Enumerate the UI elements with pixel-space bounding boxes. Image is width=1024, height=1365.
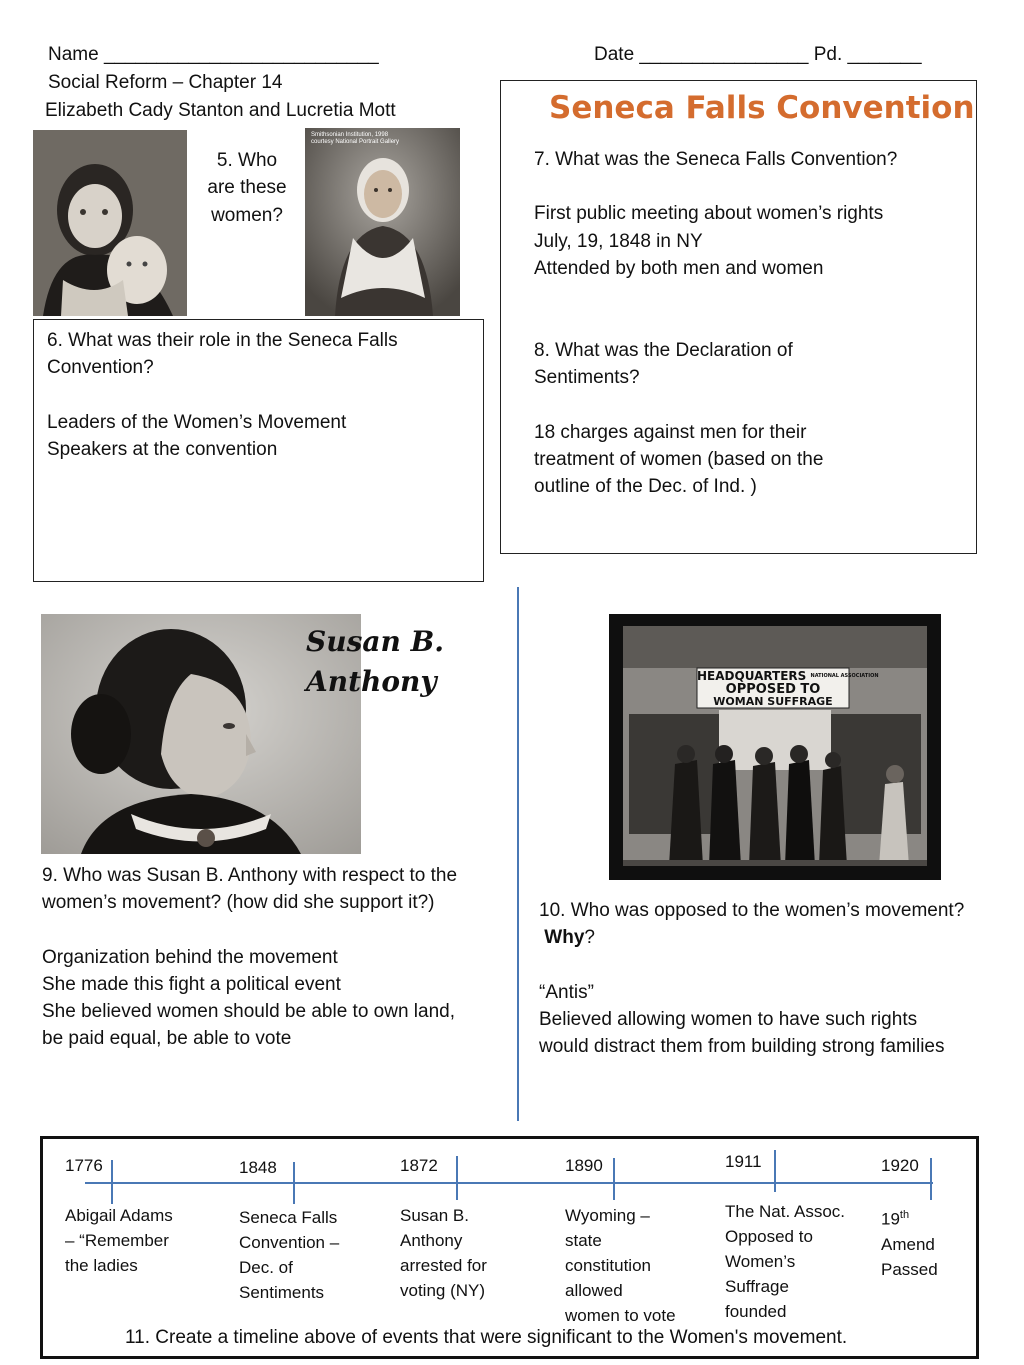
question-7: [534, 146, 897, 282]
timeline-year-1920: 1920: [881, 1156, 919, 1175]
answer-10-line: would distract them from building strong families: [539, 1036, 945, 1058]
timeline-event-line: Women’s: [725, 1252, 796, 1271]
timeline-event-1890: [565, 1203, 676, 1328]
question-8-line: 8. What was the Declaration of: [534, 340, 793, 361]
timeline-year-1848: 1848: [239, 1158, 277, 1177]
timeline-event-line: founded: [725, 1302, 787, 1321]
answer-6-line: Speakers at the convention: [47, 438, 278, 460]
answer-9-line: She made this fight a political event: [42, 973, 341, 995]
question-8: [534, 337, 823, 500]
timeline-tick: [930, 1158, 932, 1200]
timeline-tick: [774, 1150, 776, 1192]
answer-9-line: be paid equal, be able to vote: [42, 1028, 292, 1050]
timeline-event-line: the ladies: [65, 1256, 138, 1275]
timeline-tick: [293, 1162, 295, 1204]
timeline-event-1911: [725, 1199, 845, 1324]
timeline-tick: [111, 1160, 113, 1204]
section-subtitle: Elizabeth Cady Stanton and Lucretia Mott: [45, 100, 396, 121]
timeline-axis: [85, 1182, 933, 1184]
timeline-event-line: Wyoming –: [565, 1206, 650, 1225]
timeline-event-line: women to vote: [565, 1306, 676, 1325]
question-6-line: Convention?: [47, 357, 154, 379]
anthony-name-title: [306, 622, 444, 702]
question-5-line: women?: [211, 204, 283, 226]
question-6-line: 6. What was their role in the Seneca Falls: [47, 330, 398, 351]
stanton-portrait-photo: [33, 130, 187, 316]
portrait-credit-line: courtesy National Portrait Gallery: [311, 139, 400, 145]
timeline-event-line: state: [565, 1231, 602, 1250]
timeline-event-line: Dec. of: [239, 1258, 293, 1277]
seneca-falls-title: Seneca Falls Convention: [549, 90, 975, 126]
timeline-event-line: 19: [881, 1209, 900, 1229]
timeline-event-1920: [881, 1203, 938, 1282]
sign-association-text: NATIONAL ASSOCIATION: [810, 673, 879, 679]
timeline-event-line: arrested for: [400, 1256, 487, 1275]
timeline-event-1776: [65, 1203, 173, 1278]
anthony-name-line: Anthony: [306, 665, 437, 698]
timeline-event-line: – “Remember: [65, 1231, 169, 1250]
question-7-line: 7. What was the Seneca Falls Convention?: [534, 149, 898, 170]
question-9-line: women’s movement? (how did she support it?): [42, 892, 435, 914]
question-10-mark: ?: [584, 927, 595, 949]
timeline-event-line: voting (NY): [400, 1281, 486, 1300]
answer-7-line: July, 19, 1848 in NY: [534, 230, 703, 252]
mott-portrait-illustration: [305, 128, 460, 316]
timeline-superscript: th: [899, 1209, 910, 1221]
question-10-why: Why: [544, 927, 585, 949]
sign-suffrage-text: WOMAN SUFFRAGE: [713, 695, 833, 708]
anti-suffrage-illustration: [609, 614, 941, 880]
portrait-credit: [311, 132, 399, 146]
question-9-line: 9. Who was Susan B. Anthony with respect to the: [42, 865, 458, 886]
timeline-event-line: Seneca Falls: [239, 1208, 338, 1227]
question-6: [47, 327, 398, 463]
portrait-credit-line: Smithsonian Institution, 1998: [311, 132, 389, 138]
sign-headquarters-text: HEADQUARTERS: [697, 669, 807, 683]
answer-10-line: Believed allowing women to have such rights: [539, 1008, 918, 1030]
timeline-event-line: constitution: [565, 1256, 651, 1275]
sign-opposed-text: OPPOSED TO: [725, 682, 821, 697]
anthony-name-line: Susan B.: [306, 625, 445, 658]
question-5: [190, 147, 304, 229]
answer-7-line: First public meeting about women’s rights: [534, 203, 884, 225]
answer-8-line: outline of the Dec. of Ind. ): [534, 476, 757, 498]
timeline-event-line: Suffrage: [725, 1277, 789, 1296]
timeline-year-1911: 1911: [725, 1152, 762, 1171]
timeline-event-line: Sentiments: [239, 1283, 325, 1302]
timeline-tick: [456, 1156, 458, 1200]
timeline-tick: [613, 1158, 615, 1200]
timeline-event-line: Passed: [881, 1259, 938, 1279]
question-10: [539, 897, 964, 1060]
timeline-event-line: allowed: [565, 1281, 623, 1300]
anti-suffrage-headquarters-photo: [609, 614, 941, 880]
question-8-line: Sentiments?: [534, 367, 640, 389]
question-5-line: are these: [207, 177, 287, 199]
timeline-event-line: The Nat. Assoc.: [725, 1202, 845, 1221]
timeline-event-1848: [239, 1205, 339, 1305]
question-9: [42, 862, 457, 1053]
question-5-line: 5. Who: [216, 150, 278, 171]
answer-8-line: treatment of women (based on the: [534, 448, 824, 470]
timeline-event-line: Convention –: [239, 1233, 340, 1252]
anti-suffrage-sign: [697, 669, 879, 708]
timeline-event-line: Amend: [881, 1234, 935, 1254]
name-line: Name __________________________: [48, 44, 379, 65]
answer-9-line: Organization behind the movement: [42, 946, 338, 968]
date-line: Date ________________ Pd. _______: [594, 44, 922, 65]
chapter-heading: Social Reform – Chapter 14: [48, 72, 283, 93]
answer-8-line: 18 charges against men for their: [534, 421, 807, 443]
question-10-line: 10. Who was opposed to the women’s movement?: [539, 900, 965, 921]
timeline-event-line: Opposed to: [725, 1227, 813, 1246]
timeline-year-1890: 1890: [565, 1156, 603, 1175]
column-divider: [517, 587, 519, 1121]
mott-portrait-photo: [305, 128, 460, 316]
stanton-portrait-illustration: [33, 130, 187, 316]
answer-9-line: She believed women should be able to own land,: [42, 1001, 456, 1023]
answer-7-line: Attended by both men and women: [534, 257, 824, 279]
timeline-event-1872: [400, 1203, 487, 1303]
timeline-event-line: Anthony: [400, 1231, 463, 1250]
timeline-event-line: Susan B.: [400, 1206, 469, 1225]
timeline-year-1776: 1776: [65, 1156, 103, 1175]
answer-10-line: “Antis”: [539, 981, 594, 1003]
timeline-instruction: 11. Create a timeline above of events that were significant to the Women's movement.: [125, 1327, 848, 1348]
timeline-event-line: Abigail Adams: [65, 1206, 173, 1225]
timeline-year-1872: 1872: [400, 1156, 438, 1175]
answer-6-line: Leaders of the Women’s Movement: [47, 411, 347, 433]
